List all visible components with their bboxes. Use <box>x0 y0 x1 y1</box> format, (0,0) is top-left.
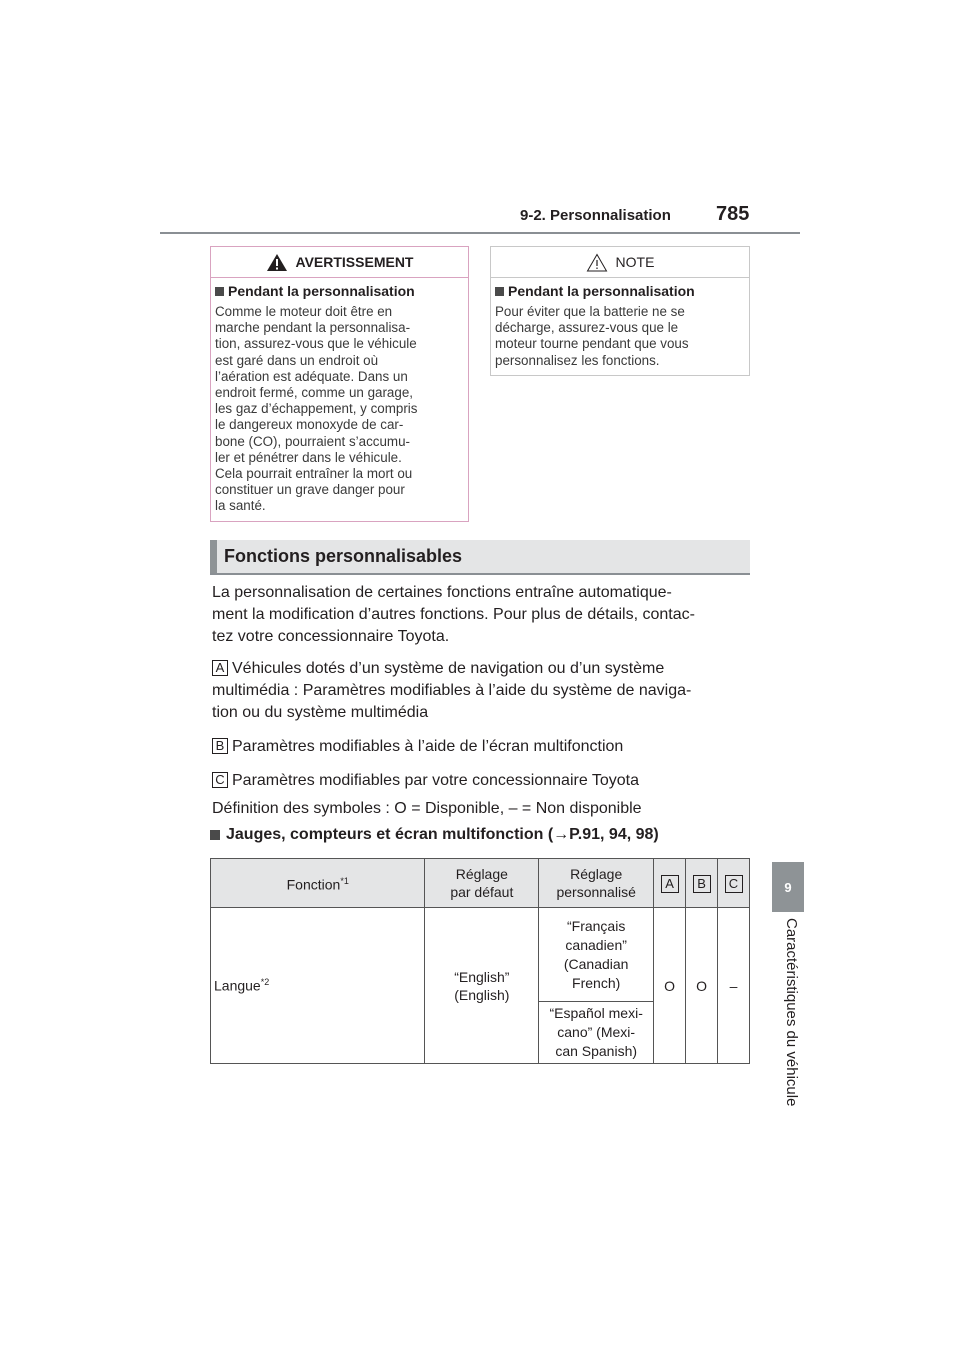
legend-c-text: Paramètres modifiables par votre concessionnaire Toyota <box>232 772 640 789</box>
col-header-a-letter: A <box>661 875 679 893</box>
cell-custom-line: “Español mexi- <box>549 1005 643 1021</box>
col-header-function-text: Fonction <box>286 876 341 893</box>
legend-a-text: Véhicules dotés d’un système de navigation ou d’un système <box>232 660 665 677</box>
intro-line: ment la modification d’autres fonctions. Pour plus de détails, contac- <box>212 606 695 623</box>
note-line: moteur tourne pendant que vous <box>495 336 689 352</box>
gauge-heading-ref: P.91, 94, 98) <box>569 826 659 843</box>
col-header-b <box>686 859 718 908</box>
footnote-marker: *2 <box>260 977 270 988</box>
note-line: Pour éviter que la batterie ne se <box>495 304 685 319</box>
cell-function <box>211 908 425 1064</box>
warning-header <box>211 247 468 278</box>
warning-line: la santé. <box>215 498 266 514</box>
legend-b-letter: B <box>212 738 228 754</box>
note-line: décharge, assurez-vous que le <box>495 320 679 336</box>
section-accent-bar <box>210 540 217 573</box>
cell-custom-line: cano” (Mexi- <box>557 1024 636 1040</box>
legend-a-line-1 <box>212 658 757 680</box>
intro-paragraph <box>212 582 757 648</box>
cell-custom-line: canadien” <box>565 936 627 953</box>
warning-line: Cela pourrait entraîner la mort ou <box>215 466 413 482</box>
chapter-tab: 9 <box>772 862 804 912</box>
cell-custom-line: (Canadian <box>563 955 629 972</box>
note-subtitle <box>491 278 749 299</box>
note-header <box>491 247 749 278</box>
warning-line: les gaz d’échappement, y compris <box>215 401 418 417</box>
warning-subtitle <box>211 278 468 299</box>
header-rule <box>160 232 800 234</box>
section-heading <box>210 540 750 575</box>
symbols-definition-text: Définition des symboles : O = Disponible, – = Non disponible <box>212 800 642 817</box>
legend-a-line: multimédia : Paramètres modifiables à l’aide du système de naviga- <box>212 682 692 699</box>
section-title: Fonctions personnalisables <box>224 546 463 566</box>
warning-line: marche pendant la personnalisa- <box>215 320 411 336</box>
chapter-title-vertical <box>780 918 800 1158</box>
running-header-section: 9-2. Personnalisation <box>520 207 671 224</box>
square-bullet-icon <box>495 287 504 296</box>
col-header-default-line: par défaut <box>450 884 514 900</box>
symbols-definition <box>212 798 757 820</box>
warning-line: tion, assurez-vous que le véhicule <box>215 336 417 352</box>
cell-function-text: Langue <box>214 977 261 994</box>
intro-line: La personnalisation de certaines fonctions entraîne automatique- <box>212 584 672 601</box>
cell-custom-line: French) <box>572 974 621 991</box>
warning-line: constituer un grave danger pour <box>215 482 405 498</box>
note-title: NOTE <box>615 254 655 270</box>
col-header-custom-line: personnalisé <box>556 884 636 900</box>
cell-c: – <box>718 908 750 1064</box>
warning-subtitle-text: Pendant la personnalisation <box>228 283 415 299</box>
footnote-marker: *1 <box>340 876 349 887</box>
intro-line: tez votre concessionnaire Toyota. <box>212 628 450 645</box>
cell-custom-option-2 <box>539 1002 654 1064</box>
col-header-custom-line: Réglage <box>570 866 623 882</box>
col-header-function <box>211 859 425 908</box>
legend-a-letter: A <box>212 660 228 676</box>
note-box <box>490 246 750 376</box>
table-header-row <box>211 859 750 908</box>
warning-line: ler et pénétrer dans le véhicule. <box>215 449 402 465</box>
cell-custom-line: can Spanish) <box>555 1043 638 1059</box>
note-subtitle-text: Pendant la personnalisation <box>508 283 695 299</box>
legend-b-text: Paramètres modifiables à l’aide de l’écran multifonction <box>232 738 624 755</box>
cell-default <box>425 908 539 1064</box>
cell-b: O <box>686 908 718 1064</box>
legend-c-line <box>212 770 757 792</box>
settings-table <box>210 858 750 1064</box>
legend-b-line <box>212 736 757 758</box>
legend-a-line: tion ou du système multimédia <box>212 704 429 721</box>
warning-line: est garé dans un endroit où <box>215 352 379 368</box>
legend-a <box>212 658 757 724</box>
warning-triangle-icon <box>266 253 288 272</box>
warning-line: le dangereux monoxyde de car- <box>215 417 404 433</box>
square-bullet-icon <box>215 287 224 296</box>
col-header-default <box>425 859 539 908</box>
col-header-a <box>654 859 686 908</box>
col-header-c <box>718 859 750 908</box>
cell-custom-line: “Français <box>566 917 626 934</box>
warning-line: endroit fermé, comme un garage, <box>215 385 413 401</box>
col-header-c-letter: C <box>725 875 743 893</box>
page-number: 785 <box>716 203 750 225</box>
col-header-default-line: Réglage <box>455 866 508 882</box>
table-row <box>211 908 750 1002</box>
legend-c-letter: C <box>212 772 228 788</box>
arrow-right-icon: → <box>553 826 570 843</box>
gauge-subheading <box>210 826 659 844</box>
legend-c <box>212 770 757 792</box>
cell-a: O <box>654 908 686 1064</box>
warning-box <box>210 246 469 522</box>
square-bullet-icon <box>210 830 220 840</box>
note-body <box>491 299 749 369</box>
cell-custom-option-1 <box>539 908 654 1002</box>
note-line: personnalisez les fonctions. <box>495 352 660 368</box>
gauge-heading-text: Jauges, compteurs et écran multifonction ( <box>226 826 554 843</box>
warning-title: AVERTISSEMENT <box>295 254 414 270</box>
col-header-custom <box>539 859 654 908</box>
cell-default-line: “English” <box>454 968 510 985</box>
chapter-title-text: Caractéristiques du véhicule <box>783 918 800 1107</box>
legend-b <box>212 736 757 758</box>
warning-body <box>211 299 468 515</box>
col-header-b-letter: B <box>693 875 711 893</box>
warning-line: Comme le moteur doit être en <box>215 304 393 319</box>
cell-default-line: (English) <box>454 986 510 1003</box>
warning-line: l’aération est adéquate. Dans un <box>215 368 408 384</box>
caution-triangle-icon <box>586 253 608 272</box>
warning-line: bone (CO), pourraient s’accumu- <box>215 433 410 449</box>
